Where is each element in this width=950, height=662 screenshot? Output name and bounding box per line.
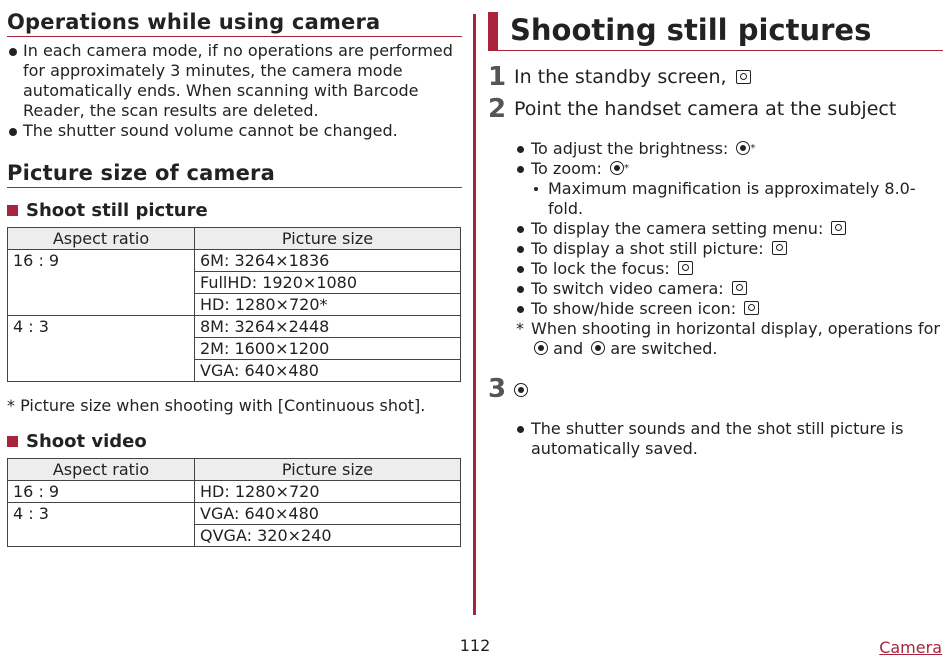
center-key-icon (514, 383, 528, 397)
camera-key-icon (772, 241, 787, 255)
step-number: 1 (488, 62, 507, 92)
step-text (514, 63, 751, 91)
subheading-still-label: Shoot still picture (26, 200, 208, 221)
operations-list (7, 41, 462, 141)
video-text: To switch video camera: (531, 279, 724, 298)
aspect-cell: 16 : 9 (8, 481, 195, 503)
list-item (514, 259, 943, 279)
step-3 (488, 375, 943, 403)
settings-text: To display the camera setting menu: (531, 219, 824, 238)
size-cell: 2M: 1600×1200 (195, 338, 461, 360)
step-text: Point the handset camera at the subject (514, 98, 897, 120)
dial-icon (610, 161, 624, 175)
subheading-video (7, 431, 462, 452)
size-cell: VGA: 640×480 (195, 360, 461, 382)
shot-text: To display a shot still picture: (531, 239, 764, 258)
aspect-cell: 4 : 3 (8, 316, 195, 382)
column-divider (473, 14, 476, 615)
step-number: 3 (488, 374, 507, 404)
dial-icon (736, 141, 750, 155)
table-header-row (8, 459, 461, 481)
clear-key-icon (744, 301, 759, 315)
step-1-text: In the standby screen, (514, 66, 727, 88)
step-2-list (514, 139, 943, 359)
right-column (488, 12, 943, 475)
table-row (8, 481, 461, 503)
subheading-video-label: Shoot video (26, 431, 147, 452)
section-title-picture-size: Picture size of camera (7, 161, 462, 188)
page-number: 112 (459, 636, 491, 655)
step-text (514, 375, 528, 403)
dial-icon (534, 341, 548, 355)
still-size-table (7, 227, 461, 382)
step-1 (488, 63, 943, 91)
column-header-aspect: Aspect ratio (8, 459, 195, 481)
list-item (514, 239, 943, 259)
section-link[interactable]: Camera (879, 638, 942, 657)
dial-icon (591, 341, 605, 355)
size-cell: 8M: 3264×2448 (195, 316, 461, 338)
menu-key-icon (831, 221, 846, 235)
list-item: To adjust the brightness: * (514, 139, 943, 159)
note-text-a: When shooting in horizontal display, operations for (531, 319, 940, 338)
column-header-size: Picture size (195, 228, 461, 250)
note-text-b: and (553, 339, 584, 358)
list-item (514, 279, 943, 299)
list-item (514, 219, 943, 239)
left-column (7, 10, 462, 547)
section-title-operations: Operations while using camera (7, 10, 462, 37)
square-bullet-icon (7, 205, 18, 216)
aspect-cell: 16 : 9 (8, 250, 195, 316)
step-3-list (514, 419, 943, 459)
list-item: Maximum magnification is approximately 8.0-fold. (514, 179, 943, 219)
footnote: * Picture size when shooting with [Continuous shot]. (7, 396, 426, 415)
page-title: Shooting still pictures (488, 12, 943, 51)
step-2 (488, 95, 943, 123)
table-header-row (8, 228, 461, 250)
step-number: 2 (488, 94, 507, 124)
subheading-still (7, 200, 462, 221)
size-cell: QVGA: 320×240 (195, 525, 461, 547)
column-header-size: Picture size (195, 459, 461, 481)
mail-key-icon (678, 261, 693, 275)
list-item: The shutter sound volume cannot be changed. (7, 121, 462, 141)
camera-key-icon (736, 70, 751, 84)
brightness-text: To adjust the brightness: (531, 139, 729, 158)
zoom-text: To zoom: (531, 159, 602, 178)
video-key-icon (732, 281, 747, 295)
table-row (8, 503, 461, 525)
square-bullet-icon (7, 436, 18, 447)
size-cell: 6M: 3264×1836 (195, 250, 461, 272)
list-item: The shutter sounds and the shot still picture is automatically saved. (514, 419, 943, 459)
list-item: To zoom: * (514, 159, 943, 179)
list-item (514, 299, 943, 319)
size-cell: FullHD: 1920×1080 (195, 272, 461, 294)
aspect-cell: 4 : 3 (8, 503, 195, 547)
note-text-c: are switched. (610, 339, 718, 358)
note-item: * When shooting in horizontal display, operations for and are switched. (516, 319, 940, 358)
icon-text: To show/hide screen icon: (531, 299, 737, 318)
table-row (8, 250, 461, 272)
table-row (8, 316, 461, 338)
list-item: In each camera mode, if no operations are performed for approximately 3 minutes, the camera mode automatically ends. When scanning with Barcode Reader, the scan results are deleted. (7, 41, 462, 121)
size-cell: HD: 1280×720* (195, 294, 461, 316)
video-size-table (7, 458, 461, 547)
lock-text: To lock the focus: (531, 259, 670, 278)
size-cell: HD: 1280×720 (195, 481, 461, 503)
size-cell: VGA: 640×480 (195, 503, 461, 525)
column-header-aspect: Aspect ratio (8, 228, 195, 250)
